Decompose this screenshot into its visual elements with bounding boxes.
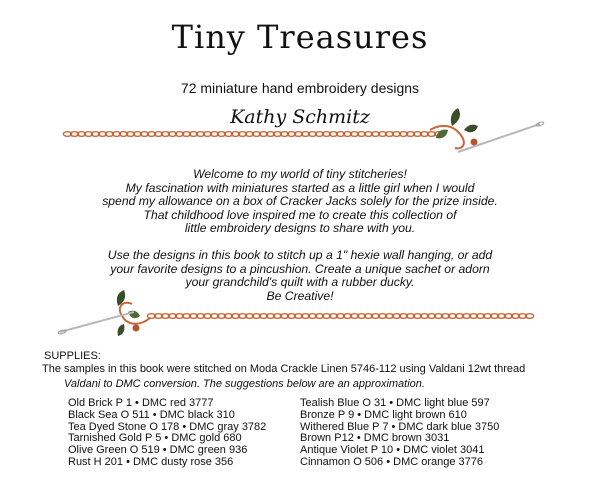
thread-item: Brown P12 • DMC brown 3031 — [300, 432, 450, 445]
thread-item: Tarnished Gold P 5 • DMC gold 680 — [68, 432, 242, 445]
thread-item: Bronze P 9 • DMC light brown 610 — [300, 408, 467, 421]
thread-item: Olive Green O 519 • DMC green 936 — [68, 444, 248, 457]
author-signature: Kathy Schmitz — [230, 106, 370, 128]
chain-stitch-top-decoration — [0, 104, 600, 164]
thread-list-left — [68, 398, 266, 469]
thread-item: Black Sea O 511 • DMC black 310 — [68, 408, 235, 421]
supplies-section — [44, 350, 525, 376]
thread-item: Tealish Blue O 31 • DMC light blue 597 — [300, 397, 490, 409]
book-title: Tiny Treasures — [171, 18, 429, 56]
usage-line: Use the designs in this book to stitch up a 1" hexie wall hanging, or add — [107, 247, 493, 262]
chain-stitch-line-icon — [63, 132, 442, 137]
welcome-line: My fascination with miniatures started as a little girl when I would — [125, 180, 475, 195]
welcome-line: Welcome to my world of tiny stitcheries! — [193, 167, 407, 181]
conversion-note: Valdani to DMC conversion. The suggestions below are an approximation. — [64, 378, 425, 390]
thread-item: Antique Violet P 10 • DMC violet 3041 — [300, 444, 485, 457]
welcome-message — [40, 168, 560, 303]
thread-item: Old Brick P 1 • DMC red 3777 — [68, 397, 214, 409]
chain-stitch-bottom-decoration — [0, 288, 600, 348]
usage-line: Be Creative! — [266, 288, 334, 303]
thread-list-right — [300, 398, 499, 469]
supplies-heading: SUPPLIES: — [44, 350, 101, 362]
usage-line: your grandchild's quilt with a rubber ducky. — [185, 275, 415, 290]
welcome-line: little embroidery designs to share with you. — [184, 221, 416, 236]
thread-item: Withered Blue P 7 • DMC dark blue 3750 — [300, 420, 500, 433]
leaf-sprig-icon — [430, 108, 478, 148]
thread-item: Rust H 201 • DMC dusty rose 356 — [68, 455, 234, 468]
welcome-line: That childhood love inspired me to create this collection of — [143, 207, 457, 222]
book-subtitle: 72 miniature hand embroidery designs — [180, 80, 420, 96]
supplies-description: The samples in this book were stitched on Moda Crackle Linen 5746-112 using Valdani 12wt thread — [42, 363, 526, 375]
thread-item: Tea Dyed Stone O 178 • DMC gray 3782 — [68, 420, 267, 433]
thread-item: Cinnamon O 506 • DMC orange 3776 — [300, 455, 484, 468]
chain-stitch-line-icon — [147, 314, 533, 319]
usage-line: your favorite designs to a pincushion. Create a unique sachet or adorn — [110, 261, 490, 276]
welcome-line: spend my allowance on a box of Cracker Jacks solely for the prize inside. — [102, 194, 498, 209]
